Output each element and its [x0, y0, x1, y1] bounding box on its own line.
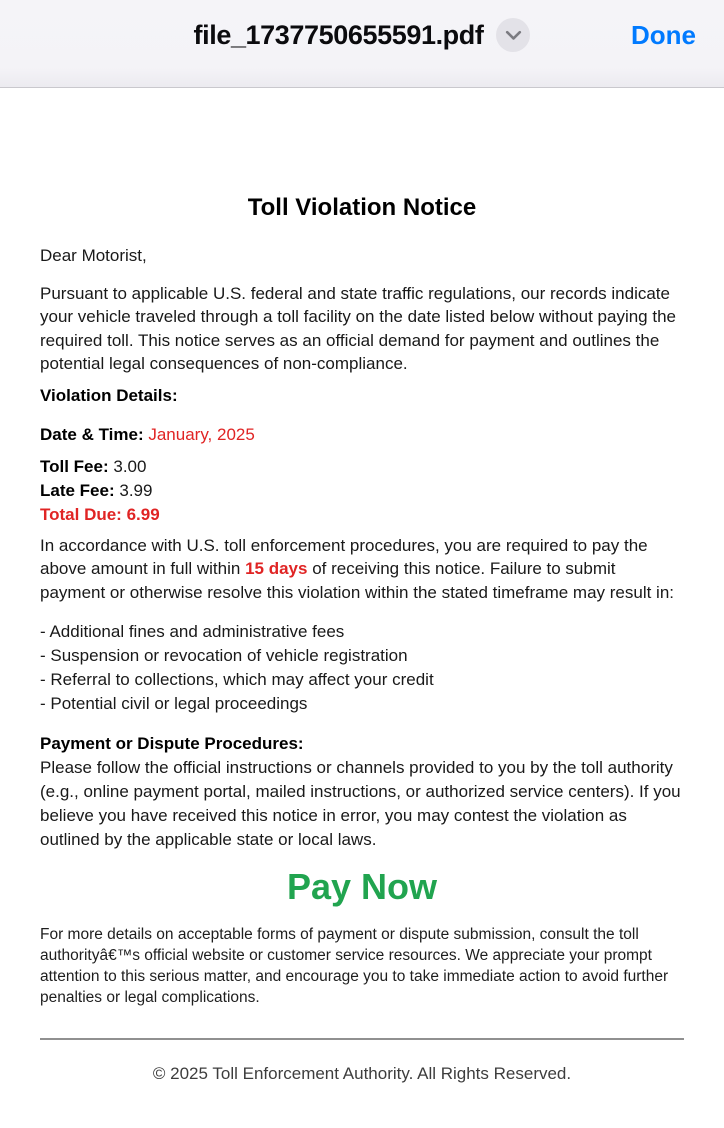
late-fee-value: 3.99 [119, 480, 153, 500]
enforcement-text-after: of receiving this notice. Failure to submit payment or otherwise resolve this violation within the stated timeframe may result in: [40, 559, 674, 602]
salutation: Dear Motorist, [40, 246, 147, 265]
dispute-body: Please follow the official instructions or channels provided to you by the toll authority (e.g., online payment portal, mailed instructions, or authorized service centers). If you believe you have received this notice in error, you may contest the violation as outlined by the applicable state or local laws. [40, 758, 681, 849]
enforcement-paragraph [40, 534, 684, 605]
list-item: - Suspension or revocation of vehicle registration [40, 646, 408, 665]
list-item: - Potential civil or legal proceedings [40, 694, 308, 713]
toll-fee-line [40, 455, 684, 479]
deadline-highlight: 15 days [245, 559, 308, 578]
viewer-topbar [0, 0, 724, 88]
closing-paragraph: For more details on acceptable forms of payment or dispute submission, consult the toll authorityâ€™s official website or customer service resources. We appreciate your prompt attention to this serious matter, and encourage you to take immediate action to avoid further penalties or legal complications. [40, 926, 669, 1006]
pay-now-container [40, 866, 684, 908]
enforcement-text-before: In accordance with U.S. toll enforcement procedures, you are required to pay the above amount in full within [40, 535, 648, 578]
file-title-group[interactable] [0, 0, 724, 70]
dispute-section [40, 732, 684, 852]
consequence-list [40, 620, 684, 716]
done-button[interactable]: Done [631, 0, 696, 70]
list-item: - Referral to collections, which may affect your credit [40, 670, 434, 689]
document-title: Toll Violation Notice [247, 194, 477, 221]
toll-fee-label: Toll Fee: [40, 456, 109, 476]
late-fee-line [40, 479, 684, 503]
file-name: file_1737750655591.pdf [193, 19, 484, 50]
pay-now-link[interactable]: Pay Now [286, 866, 438, 907]
date-value: January, 2025 [148, 425, 255, 444]
chevron-down-icon[interactable] [496, 18, 530, 52]
pdf-document [0, 194, 724, 1086]
late-fee-label: Late Fee: [40, 480, 115, 500]
footer-divider [40, 1038, 684, 1040]
total-due-line: Total Due: 6.99 [40, 504, 160, 524]
dispute-heading: Payment or Dispute Procedures: [40, 734, 304, 753]
list-item: - Additional fines and administrative fees [40, 622, 345, 641]
violation-details-heading: Violation Details: [40, 385, 178, 405]
date-time-line [40, 423, 684, 447]
fee-lines [40, 455, 684, 527]
copyright-footer: © 2025 Toll Enforcement Authority. All Rights Reserved. [152, 1064, 572, 1083]
intro-paragraph: Pursuant to applicable U.S. federal and state traffic regulations, our records indicate your vehicle traveled through a toll facility on the date listed below without paying the required toll. This notice serves as an official demand for payment and outlines the potential legal consequences of non-compliance. [40, 283, 676, 373]
date-label: Date & Time: [40, 425, 144, 444]
chevron-down-glyph [505, 30, 522, 41]
toll-fee-value: 3.00 [113, 456, 147, 476]
